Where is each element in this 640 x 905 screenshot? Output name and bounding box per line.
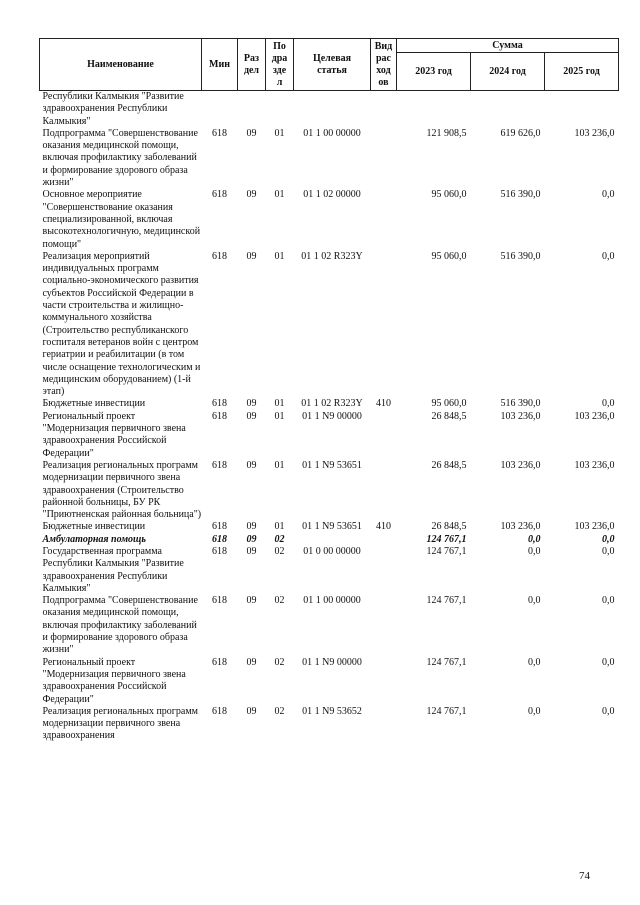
row-podrazdel: 01 bbox=[274, 398, 285, 410]
row-razdel: 09 bbox=[246, 410, 257, 422]
row-podrazdel: 02 bbox=[274, 656, 285, 668]
row-sum-2025: 0,0 bbox=[602, 250, 615, 262]
row-target: 01 0 00 00000 bbox=[303, 545, 361, 557]
row-sum-2025: 0,0 bbox=[602, 533, 615, 545]
row-target: 01 1 00 00000 bbox=[303, 127, 361, 139]
row-name: Амбулаторная помощь bbox=[42, 533, 146, 545]
row-sum-2025 bbox=[545, 91, 619, 128]
row-razdel: 09 bbox=[246, 533, 257, 545]
row-target: 01 1 02 00000 bbox=[303, 189, 361, 201]
row-min: 618 bbox=[212, 595, 227, 607]
row-razdel: 09 bbox=[246, 656, 257, 668]
table-row bbox=[40, 91, 619, 128]
col-name-header: Наименование bbox=[40, 39, 202, 91]
row-name: Региональный проект "Модернизация первичного звена здравоохранения Российской Федерации" bbox=[42, 656, 186, 705]
row-sum-2024: 103 236,0 bbox=[500, 459, 541, 471]
col-razdel-label: Раз дел bbox=[243, 52, 260, 76]
row-sum-2024: 0,0 bbox=[528, 545, 541, 557]
table-row bbox=[40, 595, 619, 656]
row-vid bbox=[371, 595, 397, 656]
row-podrazdel: 02 bbox=[274, 705, 285, 717]
row-podrazdel: 01 bbox=[274, 250, 285, 262]
table-body bbox=[40, 91, 619, 743]
table-row bbox=[40, 128, 619, 189]
row-razdel bbox=[238, 91, 266, 128]
row-sum-2023: 124 767,1 bbox=[426, 595, 467, 607]
row-min: 618 bbox=[212, 656, 227, 668]
row-sum-2024: 0,0 bbox=[528, 705, 541, 717]
row-min: 618 bbox=[212, 398, 227, 410]
col-2025-header: 2025 год bbox=[545, 53, 619, 91]
row-target bbox=[294, 91, 371, 128]
row-razdel: 09 bbox=[246, 705, 257, 717]
row-sum-2025: 0,0 bbox=[602, 398, 615, 410]
row-name: Реализация мероприятий индивидуальных программ социально-экономического развития субъектов Российской Федерации в части строительства и жилищно-коммунального хозяйства (Строительство республиканского госпиталя ветеранов войн с центром гериатрии и реабилитации (в том числе оснащение технологическим и медицинским оборудованием) (1-й этап) bbox=[42, 250, 201, 398]
budget-table bbox=[39, 38, 619, 743]
row-min: 618 bbox=[212, 459, 227, 471]
row-target: 01 1 N9 00000 bbox=[302, 656, 362, 668]
row-vid bbox=[371, 251, 397, 399]
row-min: 618 bbox=[212, 533, 227, 545]
row-podrazdel: 01 bbox=[274, 459, 285, 471]
table-row bbox=[40, 546, 619, 595]
table-row bbox=[40, 521, 619, 533]
table-row bbox=[40, 398, 619, 410]
row-podrazdel: 01 bbox=[274, 410, 285, 422]
page-number: 74 bbox=[579, 870, 590, 882]
row-min: 618 bbox=[212, 705, 227, 717]
row-target: 01 1 02 R323Y bbox=[301, 250, 363, 262]
col-min-header: Мин bbox=[202, 39, 238, 91]
col-vid-label: Вид рас ход ов bbox=[374, 40, 393, 88]
row-vid bbox=[371, 91, 397, 128]
row-sum-2025: 103 236,0 bbox=[574, 410, 615, 422]
col-target-header bbox=[294, 39, 371, 91]
row-sum-2023 bbox=[397, 91, 471, 128]
row-sum-2024: 619 626,0 bbox=[500, 127, 541, 139]
row-podrazdel: 01 bbox=[274, 521, 285, 533]
row-razdel: 09 bbox=[246, 250, 257, 262]
row-sum-2023: 26 848,5 bbox=[431, 521, 467, 533]
row-sum-2024: 516 390,0 bbox=[500, 398, 541, 410]
row-min: 618 bbox=[212, 189, 227, 201]
row-razdel: 09 bbox=[246, 189, 257, 201]
row-name: Бюджетные инвестиции bbox=[42, 521, 146, 533]
row-podrazdel: 02 bbox=[274, 545, 285, 557]
row-sum-2025: 0,0 bbox=[602, 656, 615, 668]
row-podrazdel bbox=[266, 91, 294, 128]
row-vid bbox=[371, 706, 397, 743]
row-sum-2024: 516 390,0 bbox=[500, 250, 541, 262]
row-sum-2025: 103 236,0 bbox=[574, 521, 615, 533]
row-name: Подпрограмма "Совершенствование оказания медицинской помощи, включая профилактику заболеваний и формирование здорового образа жизни" bbox=[42, 127, 198, 189]
col-podrazdel-header bbox=[266, 39, 294, 91]
row-razdel: 09 bbox=[246, 545, 257, 557]
row-sum-2023: 121 908,5 bbox=[426, 127, 467, 139]
row-vid: 410 bbox=[376, 398, 391, 410]
row-podrazdel: 01 bbox=[274, 127, 285, 139]
col-razdel-header bbox=[238, 39, 266, 91]
row-min: 618 bbox=[212, 410, 227, 422]
col-podrazdel-label: По дра зде л bbox=[271, 40, 288, 88]
table-header bbox=[40, 39, 619, 91]
row-razdel: 09 bbox=[246, 459, 257, 471]
row-target: 01 1 00 00000 bbox=[303, 595, 361, 607]
col-2023-header: 2023 год bbox=[397, 53, 471, 91]
row-vid: 410 bbox=[376, 521, 391, 533]
row-sum-2024: 0,0 bbox=[528, 656, 541, 668]
row-name: Подпрограмма "Совершенствование оказания медицинской помощи, включая профилактику заболеваний и формирование здорового образа жизни" bbox=[42, 595, 198, 656]
row-sum-2023: 95 060,0 bbox=[431, 189, 467, 201]
row-sum-2025: 103 236,0 bbox=[574, 127, 615, 139]
row-sum-2025: 0,0 bbox=[602, 545, 615, 557]
row-vid bbox=[371, 534, 397, 546]
row-vid bbox=[371, 189, 397, 250]
row-podrazdel: 02 bbox=[274, 595, 285, 607]
table-row bbox=[40, 189, 619, 250]
row-vid bbox=[371, 546, 397, 595]
row-sum-2024: 516 390,0 bbox=[500, 189, 541, 201]
row-name: Республики Калмыкия "Развитие здравоохранения Республики Калмыкия" bbox=[42, 91, 184, 127]
row-min: 618 bbox=[212, 545, 227, 557]
row-target: 01 1 02 R323Y bbox=[301, 398, 363, 410]
row-sum-2024: 103 236,0 bbox=[500, 521, 541, 533]
row-sum-2023: 124 767,1 bbox=[426, 705, 467, 717]
row-sum-2025: 0,0 bbox=[602, 705, 615, 717]
table-row bbox=[40, 534, 619, 546]
row-razdel: 09 bbox=[246, 398, 257, 410]
row-podrazdel: 01 bbox=[274, 189, 285, 201]
row-name: Государственная программа Республики Калмыкия "Развитие здравоохранения Республики Калмыкия" bbox=[42, 545, 184, 594]
row-min: 618 bbox=[212, 250, 227, 262]
row-vid bbox=[371, 128, 397, 189]
row-target: 01 1 N9 00000 bbox=[302, 410, 362, 422]
row-sum-2024: 0,0 bbox=[528, 533, 541, 545]
row-sum-2023: 124 767,1 bbox=[426, 545, 467, 557]
row-sum-2023: 124 767,1 bbox=[426, 656, 467, 668]
row-sum-2023: 95 060,0 bbox=[431, 250, 467, 262]
row-vid bbox=[371, 460, 397, 521]
row-sum-2023: 26 848,5 bbox=[431, 410, 467, 422]
row-name: Реализация региональных программ модернизации первичного звена здравоохранения bbox=[42, 705, 198, 742]
row-sum-2023: 95 060,0 bbox=[431, 398, 467, 410]
row-min: 618 bbox=[212, 521, 227, 533]
row-sum-2025: 0,0 bbox=[602, 595, 615, 607]
row-name: Бюджетные инвестиции bbox=[42, 398, 146, 410]
table-row bbox=[40, 251, 619, 399]
row-sum-2024: 0,0 bbox=[528, 595, 541, 607]
row-target: 01 1 N9 53651 bbox=[302, 521, 362, 533]
col-2024-header: 2024 год bbox=[471, 53, 545, 91]
table-row bbox=[40, 706, 619, 743]
table-row bbox=[40, 411, 619, 460]
row-sum-2024: 103 236,0 bbox=[500, 410, 541, 422]
table-row bbox=[40, 460, 619, 521]
col-target-label: Целевая статья bbox=[312, 52, 352, 76]
row-sum-2023: 26 848,5 bbox=[431, 459, 467, 471]
row-vid bbox=[371, 657, 397, 706]
row-razdel: 09 bbox=[246, 521, 257, 533]
table-row bbox=[40, 657, 619, 706]
row-name: Реализация региональных программ модернизации первичного звена здравоохранения (Строительство районной больницы, БУ РК "Приютненская районная больница") bbox=[42, 459, 202, 521]
row-name: Основное мероприятие "Совершенствование оказания специализированной, включая высокотехнологичную, медицинской помощи" bbox=[42, 189, 201, 250]
row-name: Региональный проект "Модернизация первичного звена здравоохранения Российской Федерации" bbox=[42, 410, 186, 459]
row-razdel: 09 bbox=[246, 127, 257, 139]
row-sum-2023: 124 767,1 bbox=[426, 533, 467, 545]
row-sum-2025: 103 236,0 bbox=[574, 459, 615, 471]
row-razdel: 09 bbox=[246, 595, 257, 607]
row-vid bbox=[371, 411, 397, 460]
col-vid-header bbox=[371, 39, 397, 91]
row-sum-2025: 0,0 bbox=[602, 189, 615, 201]
row-target bbox=[294, 534, 371, 546]
row-target: 01 1 N9 53651 bbox=[302, 459, 362, 471]
row-min: 618 bbox=[212, 127, 227, 139]
row-podrazdel: 02 bbox=[274, 533, 285, 545]
row-sum-2024 bbox=[471, 91, 545, 128]
row-min bbox=[202, 91, 238, 128]
row-target: 01 1 N9 53652 bbox=[302, 705, 362, 717]
col-sum-header: Сумма bbox=[397, 39, 619, 53]
